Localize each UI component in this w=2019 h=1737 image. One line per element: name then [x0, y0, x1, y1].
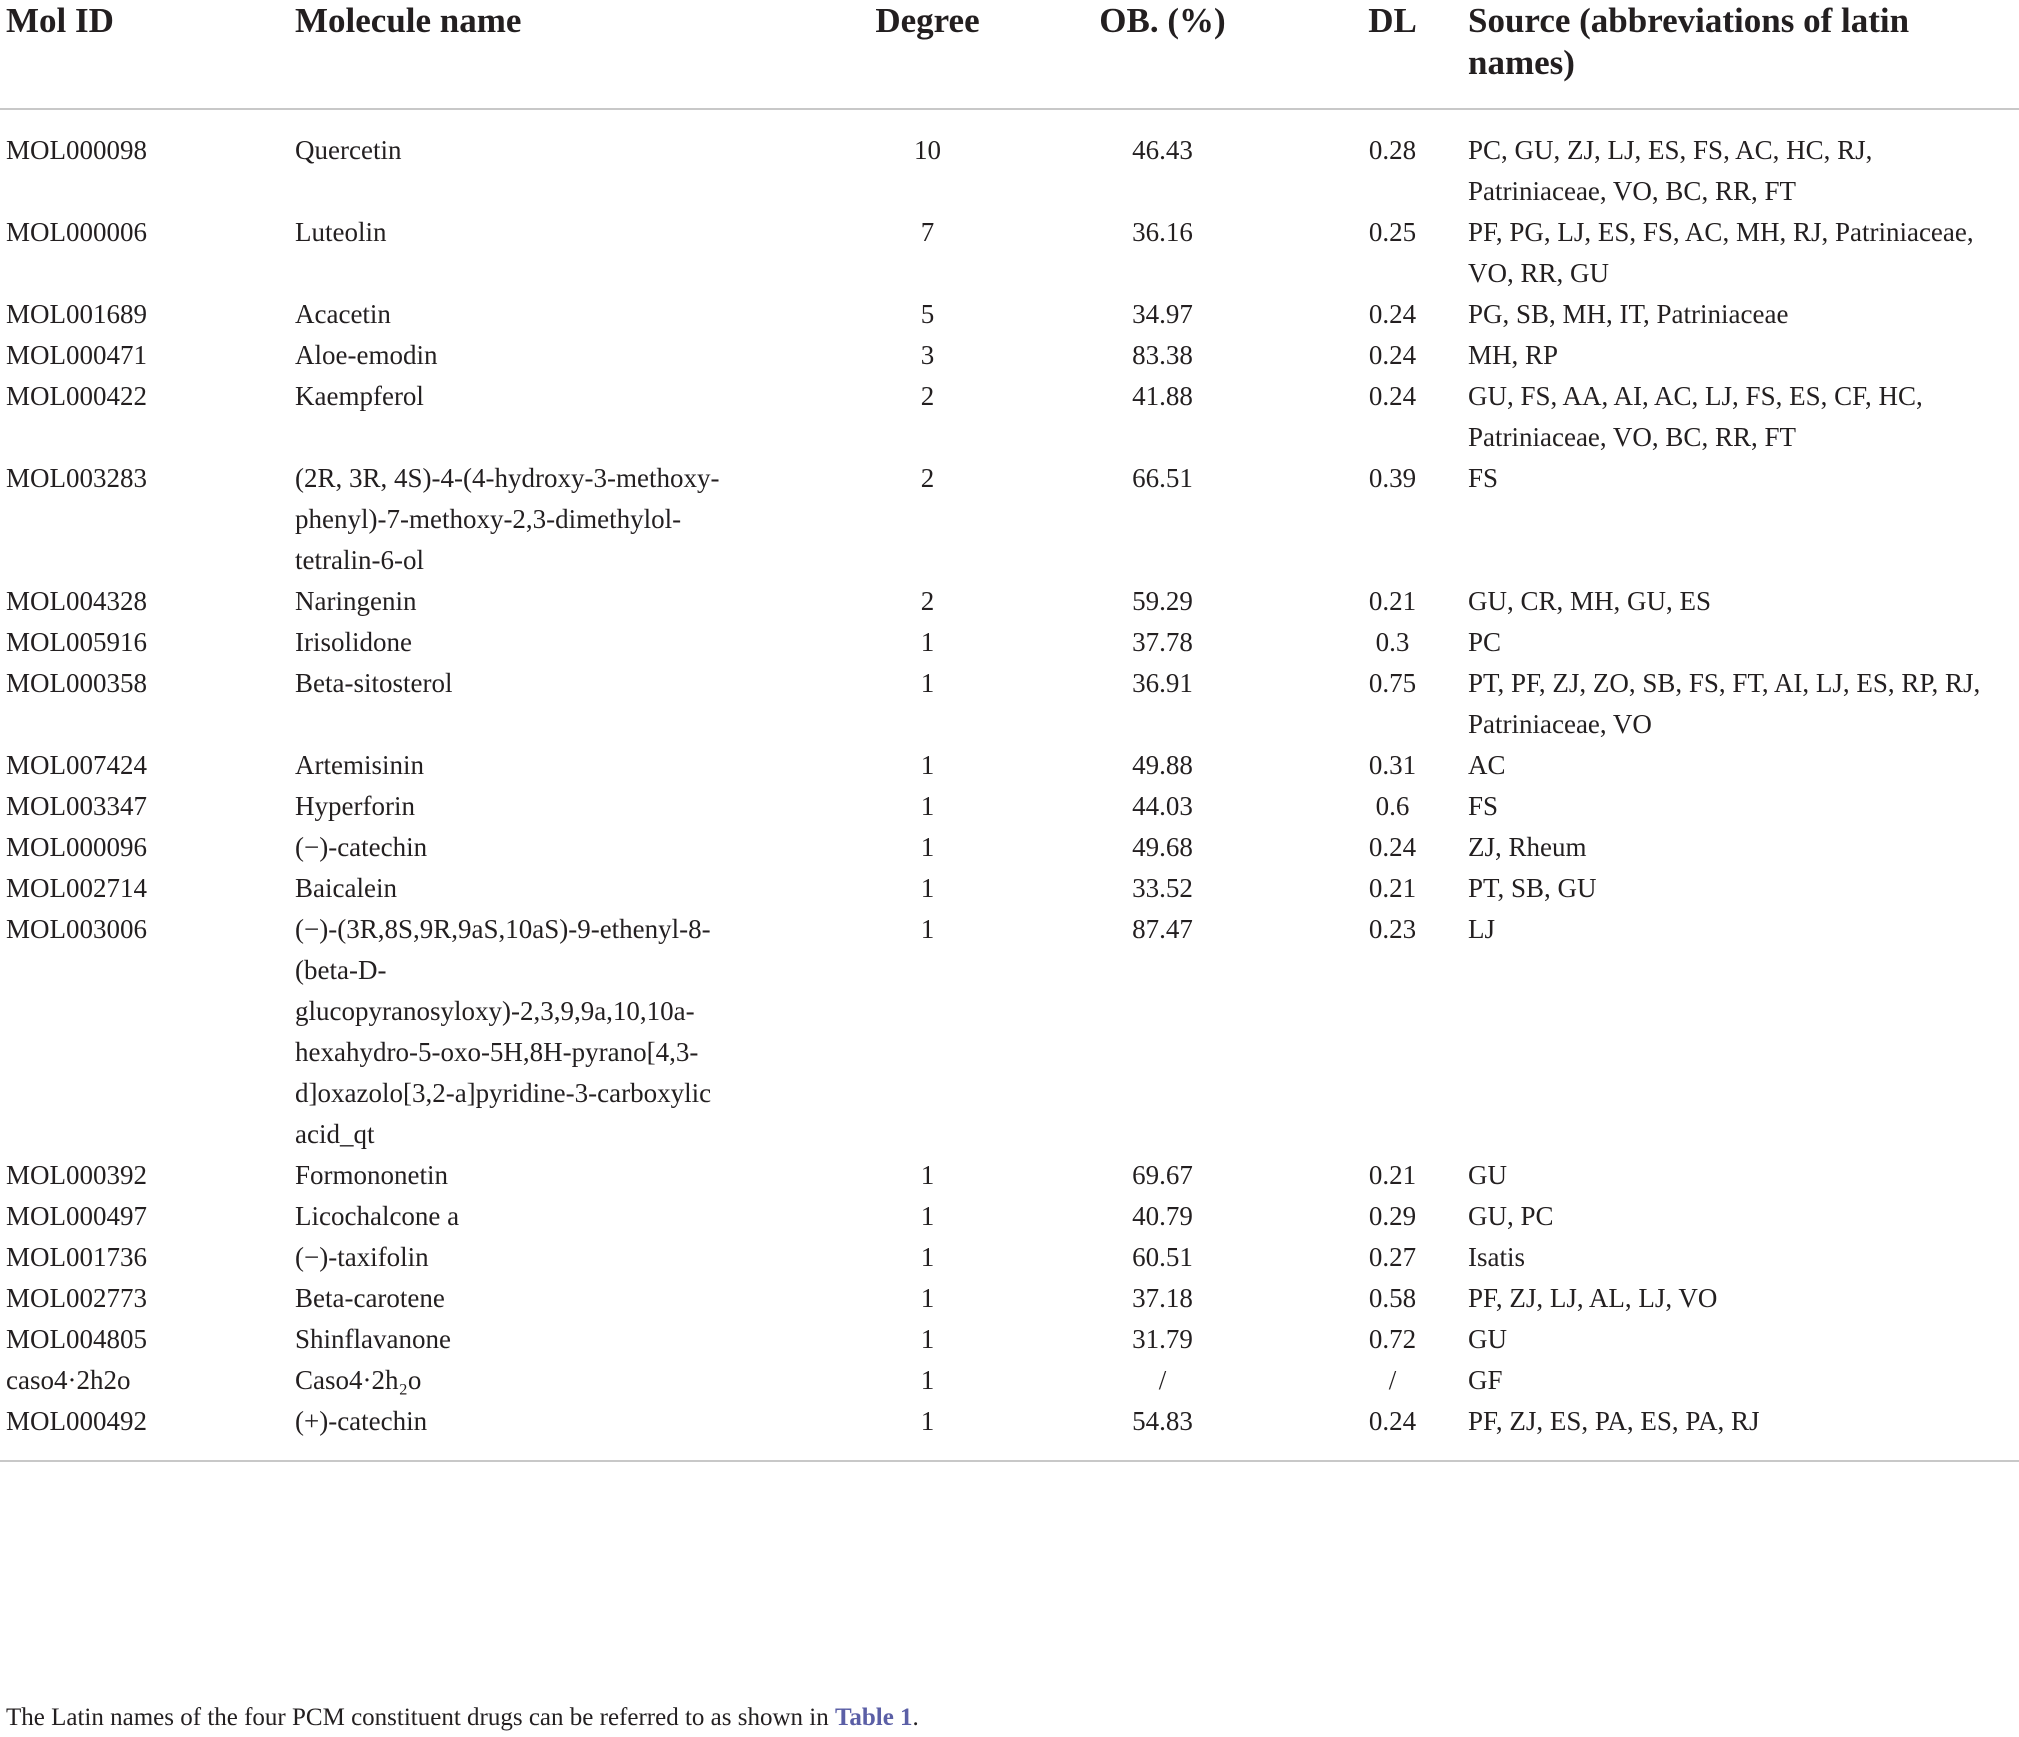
cell-mol-id: MOL000497	[6, 1201, 147, 1231]
cell-dl: 0.24	[1325, 1401, 1460, 1461]
cell-dl: 0.75	[1368, 668, 1417, 698]
table-1-link[interactable]: Table 1	[834, 1704, 913, 1731]
cell-source: FS	[1468, 791, 1499, 821]
cell-ob: 87.47	[1132, 914, 1193, 944]
cell-degree: 2	[920, 463, 935, 493]
header-degree: Degree	[855, 0, 1000, 109]
cell-dl: 0.28	[1368, 135, 1417, 165]
cell-ob: 83.38	[1132, 340, 1193, 370]
cell-source: MH, RP	[1468, 340, 1559, 370]
cell-degree: 1	[920, 791, 935, 821]
cell-mol-id: MOL000392	[6, 1160, 147, 1190]
cell-dl: 0.3	[1375, 627, 1410, 657]
cell-source: FS	[1468, 463, 1499, 493]
cell-degree: 1	[920, 1201, 935, 1231]
cell-degree: 1	[920, 1160, 935, 1190]
cell-ob: 34.97	[1132, 299, 1193, 329]
cell-molecule-name: (−)-taxifolin	[295, 1242, 429, 1272]
cell-source: PF, ZJ, ES, PA, ES, PA, RJ	[1460, 1401, 2019, 1461]
cell-source: GU, FS, AA, AI, AC, LJ, FS, ES, CF, HC, Patriniaceae, VO, BC, RR, FT	[1468, 381, 1923, 452]
table-row	[0, 868, 2019, 909]
cell-degree: 1	[920, 1283, 935, 1313]
cell-degree: 1	[920, 832, 935, 862]
cell-mol-id: MOL007424	[6, 750, 147, 780]
table-row	[0, 581, 2019, 622]
cell-dl: 0.31	[1368, 750, 1417, 780]
cell-degree: 1	[920, 1242, 935, 1272]
table-header-row	[0, 0, 2019, 109]
cell-dl: 0.29	[1368, 1201, 1417, 1231]
cell-ob: 49.68	[1132, 832, 1193, 862]
header-molecule-name: Molecule name	[295, 0, 855, 109]
footnote-text: The Latin names of the four PCM constituent drugs can be referred to as shown in	[6, 1704, 835, 1731]
cell-dl: 0.24	[1368, 381, 1417, 411]
cell-molecule-name: Artemisinin	[295, 750, 424, 780]
cell-dl: /	[1388, 1365, 1397, 1395]
cell-molecule-name: Formononetin	[295, 1160, 448, 1190]
cell-source: GU	[1468, 1160, 1507, 1190]
cell-mol-id: MOL003347	[6, 791, 147, 821]
header-mol-id: Mol ID	[0, 0, 295, 109]
footnote-end: .	[912, 1704, 919, 1731]
cell-molecule-name: Aloe-emodin	[295, 340, 438, 370]
cell-mol-id: MOL004328	[6, 586, 147, 616]
cell-ob: 69.67	[1132, 1160, 1193, 1190]
cell-source: GU, PC	[1468, 1201, 1554, 1231]
table-footnote	[6, 1702, 919, 1734]
cell-dl: 0.21	[1368, 586, 1417, 616]
cell-degree: 1	[920, 627, 935, 657]
cell-degree: 1	[855, 1401, 1000, 1461]
cell-molecule-name: Beta-sitosterol	[295, 668, 453, 698]
table-row	[0, 1237, 2019, 1278]
cell-mol-id: MOL000006	[6, 217, 147, 247]
cell-mol-id: MOL005916	[6, 627, 147, 657]
cell-molecule-name: Irisolidone	[295, 627, 412, 657]
cell-source: AC	[1468, 750, 1506, 780]
table-row	[0, 622, 2019, 663]
table-row	[0, 294, 2019, 335]
cell-degree: 1	[920, 1324, 935, 1354]
cell-molecule-name: Naringenin	[295, 586, 417, 616]
cell-ob: 59.29	[1132, 586, 1193, 616]
cell-degree: 7	[920, 217, 935, 247]
header-dl: DL	[1325, 0, 1460, 109]
cell-degree: 1	[920, 750, 935, 780]
cell-mol-id: MOL000471	[6, 340, 147, 370]
cell-molecule-name: Quercetin	[295, 135, 402, 165]
cell-source: GU	[1468, 1324, 1507, 1354]
cell-mol-id: MOL003283	[6, 463, 147, 493]
cell-dl: 0.27	[1368, 1242, 1417, 1272]
cell-source: PG, SB, MH, IT, Patriniaceae	[1468, 299, 1789, 329]
cell-degree: 2	[920, 586, 935, 616]
cell-ob: 37.18	[1132, 1283, 1193, 1313]
cell-dl: 0.24	[1368, 340, 1417, 370]
cell-ob: 60.51	[1132, 1242, 1193, 1272]
cell-source: GF	[1468, 1365, 1503, 1395]
cell-dl: 0.21	[1368, 1160, 1417, 1190]
cell-molecule-name: Caso4·2h₂o	[295, 1365, 422, 1395]
cell-dl: 0.6	[1375, 791, 1410, 821]
cell-dl: 0.24	[1368, 299, 1417, 329]
cell-ob: 36.91	[1132, 668, 1193, 698]
cell-mol-id: MOL002714	[6, 873, 147, 903]
table-row	[0, 212, 2019, 294]
cell-ob: 31.79	[1132, 1324, 1193, 1354]
cell-source: GU, CR, MH, GU, ES	[1468, 586, 1712, 616]
cell-mol-id: MOL000096	[6, 832, 147, 862]
cell-mol-id: MOL002773	[6, 1283, 147, 1313]
cell-degree: 3	[920, 340, 935, 370]
cell-dl: 0.23	[1368, 914, 1417, 944]
cell-molecule-name: Licochalcone a	[295, 1201, 460, 1231]
cell-molecule-name: Hyperforin	[295, 791, 415, 821]
cell-source: LJ	[1468, 914, 1495, 944]
cell-ob: 44.03	[1132, 791, 1193, 821]
cell-molecule-name: Luteolin	[295, 217, 387, 247]
cell-source: PF, PG, LJ, ES, FS, AC, MH, RJ, Patriniaceae, VO, RR, GU	[1468, 217, 1974, 288]
cell-molecule-name: (−)-(3R,8S,9R,9aS,10aS)-9-ethenyl-8-(beta-D-glucopyranosyloxy)-2,3,9,9a,10,10a-hexahydro-5-oxo-5H,8H-pyrano[4,3-d]oxazolo[3,2-a]pyridine-3-carboxylic acid_qt	[295, 914, 712, 1149]
cell-source: ZJ, Rheum	[1468, 832, 1587, 862]
cell-source: Isatis	[1468, 1242, 1525, 1272]
cell-mol-id: MOL000492	[0, 1401, 295, 1461]
cell-ob: 54.83	[1000, 1401, 1325, 1461]
cell-dl: 0.39	[1368, 463, 1417, 493]
cell-ob: 66.51	[1132, 463, 1193, 493]
cell-dl: 0.72	[1368, 1324, 1417, 1354]
cell-ob: 37.78	[1132, 627, 1193, 657]
cell-degree: 2	[920, 381, 935, 411]
table-row	[0, 786, 2019, 827]
cell-ob: /	[1158, 1365, 1167, 1395]
cell-source: PF, ZJ, LJ, AL, LJ, VO	[1468, 1283, 1718, 1313]
cell-molecule-name: Beta-carotene	[295, 1283, 445, 1313]
cell-mol-id: MOL001736	[6, 1242, 147, 1272]
table-row	[0, 335, 2019, 376]
table-row	[0, 1401, 2019, 1461]
cell-mol-id: caso4·2h2o	[6, 1365, 131, 1395]
table-row	[0, 109, 2019, 212]
cell-dl: 0.25	[1368, 217, 1417, 247]
cell-molecule-name: Baicalein	[295, 873, 397, 903]
cell-ob: 33.52	[1132, 873, 1193, 903]
cell-molecule-name: Shinflavanone	[295, 1324, 451, 1354]
cell-degree: 10	[914, 135, 941, 165]
table-body	[0, 109, 2019, 1461]
table-row	[0, 1196, 2019, 1237]
cell-mol-id: MOL000358	[6, 668, 147, 698]
header-source: Source (abbreviations of latin names)	[1460, 0, 2019, 109]
cell-ob: 36.16	[1132, 217, 1193, 247]
table-row	[0, 1155, 2019, 1196]
table-row	[0, 376, 2019, 458]
table-row	[0, 909, 2019, 1155]
cell-molecule-name: (−)-catechin	[295, 832, 428, 862]
cell-molecule-name: Acacetin	[295, 299, 391, 329]
cell-source: PC, GU, ZJ, LJ, ES, FS, AC, HC, RJ, Patriniaceae, VO, BC, RR, FT	[1468, 135, 1873, 206]
table-row	[0, 1360, 2019, 1401]
cell-molecule-name: (+)-catechin	[295, 1401, 855, 1461]
cell-degree: 5	[920, 299, 935, 329]
cell-degree: 1	[920, 914, 935, 944]
cell-mol-id: MOL001689	[6, 299, 147, 329]
cell-mol-id: MOL004805	[6, 1324, 147, 1354]
table-row	[0, 1319, 2019, 1360]
cell-ob: 40.79	[1132, 1201, 1193, 1231]
cell-ob: 41.88	[1132, 381, 1193, 411]
cell-dl: 0.21	[1368, 873, 1417, 903]
cell-source: PT, SB, GU	[1468, 873, 1597, 903]
cell-mol-id: MOL003006	[6, 914, 147, 944]
table-row	[0, 663, 2019, 745]
cell-ob: 46.43	[1132, 135, 1193, 165]
header-ob: OB. (%)	[1000, 0, 1325, 109]
cell-source: PC	[1468, 627, 1502, 657]
cell-molecule-name: Kaempferol	[295, 381, 424, 411]
cell-mol-id: MOL000422	[6, 381, 147, 411]
cell-degree: 1	[920, 668, 935, 698]
table-row	[0, 1278, 2019, 1319]
cell-dl: 0.58	[1368, 1283, 1417, 1313]
table-row	[0, 458, 2019, 581]
cell-degree: 1	[920, 1365, 935, 1395]
cell-source: PT, PF, ZJ, ZO, SB, FS, FT, AI, LJ, ES, RP, RJ, Patriniaceae, VO	[1468, 668, 1981, 739]
cell-degree: 1	[920, 873, 935, 903]
table-row	[0, 827, 2019, 868]
cell-dl: 0.24	[1368, 832, 1417, 862]
cell-mol-id: MOL000098	[6, 135, 147, 165]
table-row	[0, 745, 2019, 786]
cell-ob: 49.88	[1132, 750, 1193, 780]
cell-molecule-name: (2R, 3R, 4S)-4-(4-hydroxy-3-methoxy-phenyl)-7-methoxy-2,3-dimethylol-tetralin-6-ol	[295, 463, 720, 575]
